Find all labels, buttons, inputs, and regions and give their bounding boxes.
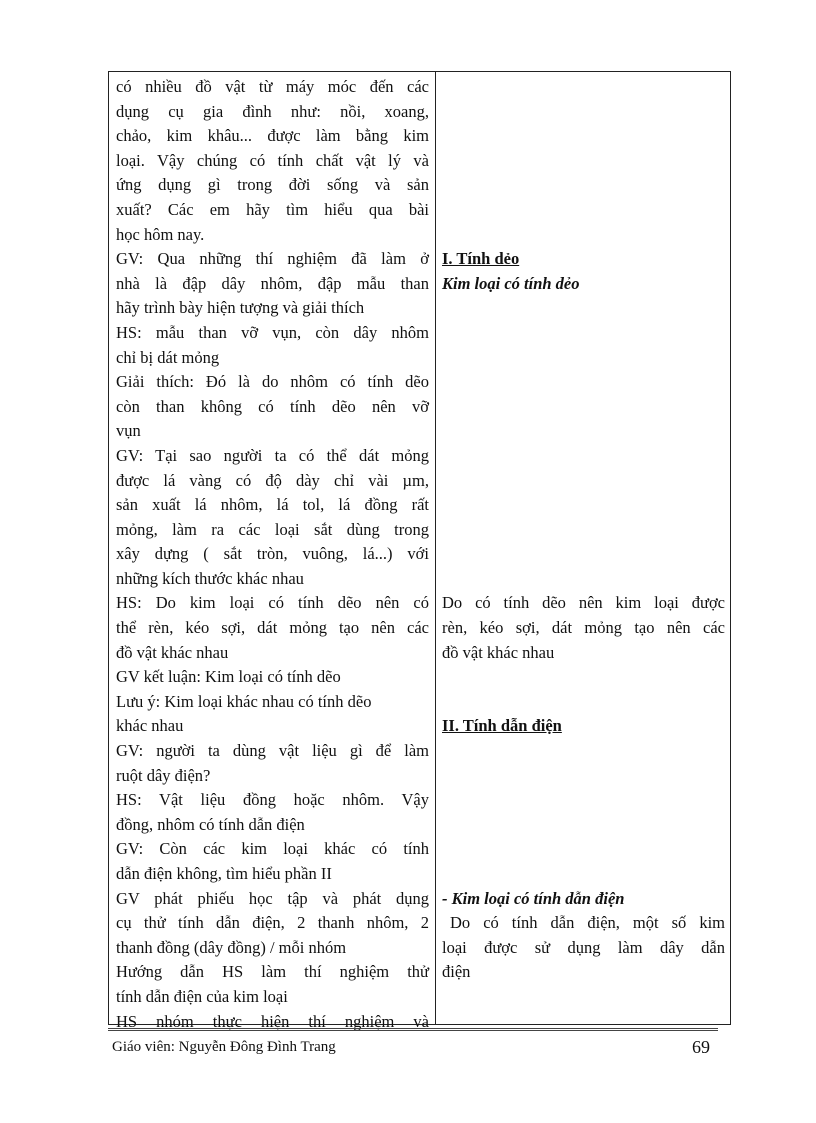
section-note-line: Do có tính dẽo nên kim loại được	[442, 593, 725, 613]
section-note-line: điện	[442, 962, 471, 982]
left-line: ứng dụng gì trong đời sống và sản	[116, 175, 429, 195]
left-line: cụ thử tính dẫn điện, 2 thanh nhôm, 2	[116, 913, 429, 933]
left-line: tính dẫn điện của kim loại	[116, 986, 288, 1006]
lesson-table	[108, 71, 731, 1031]
left-line: những kích thước khác nhau	[116, 568, 304, 588]
left-line: GV: Còn các kim loại khác có tính	[116, 839, 429, 859]
left-line: xuất? Các em hãy tìm hiểu qua bài	[116, 199, 429, 219]
left-line: HS: Do kim loại có tính dẽo nên có	[116, 593, 429, 613]
section-note-line: đồ vật khác nhau	[442, 642, 555, 662]
left-line: đồ vật khác nhau	[116, 642, 229, 662]
left-line: Hướng dẫn HS làm thí nghiệm thử	[116, 962, 429, 982]
left-line: HS: mẫu than vỡ vụn, còn dây nhôm	[116, 322, 429, 342]
left-line: nhà là đập dây nhôm, đập mẫu than	[116, 273, 429, 293]
page-number: 69	[692, 1037, 710, 1057]
left-line: học hôm nay.	[116, 224, 205, 244]
footer-rule	[108, 1028, 718, 1031]
left-line: có nhiều đồ vật từ máy móc đến các	[116, 77, 429, 96]
left-line: Lưu ý: Kim loại khác nhau có tính dẽo	[116, 691, 372, 711]
left-line: được lá vàng có độ dày chỉ vài µm,	[116, 470, 429, 490]
section-heading: I. Tính dẻo	[442, 249, 520, 269]
teaching-activities-column	[116, 75, 429, 1034]
left-line: thanh đồng (dây đồng) / mỗi nhóm	[116, 937, 347, 957]
content-summary-column	[442, 75, 725, 985]
left-line: chảo, kim khâu... được làm bằng kim	[116, 126, 429, 146]
left-line: chỉ bị dát mỏng	[116, 347, 220, 367]
left-line: dụng cụ gia đình như: nồi, xoang,	[116, 101, 429, 121]
left-line: mỏng, làm ra các loại sắt dùng trong	[116, 519, 429, 539]
left-line: GV kết luận: Kim loại có tính dẽo	[116, 667, 341, 687]
left-line: GV phát phiếu học tập và phát dụng	[116, 888, 429, 908]
left-line: HS nhóm thực hiện thí nghiệm và	[116, 1011, 429, 1031]
left-line: khác nhau	[116, 716, 184, 736]
left-line: còn than không có tính dẽo nên vỡ	[116, 396, 429, 416]
left-line: GV: người ta dùng vật liệu gì để làm	[116, 741, 429, 761]
section-note-line: rèn, kéo sợi, dát mỏng tạo nên các	[442, 618, 725, 638]
section-subheading: Kim loại có tính dẻo	[442, 273, 580, 293]
left-line: xây dựng ( sắt tròn, vuông, lá...) với	[116, 544, 429, 564]
left-line: sản xuất lá nhôm, lá tol, lá đồng rất	[116, 495, 429, 515]
column-divider	[435, 72, 436, 1024]
section-note-line: loại được sử dụng làm dây dẫn	[442, 937, 725, 957]
left-line: ruột dây điện?	[116, 765, 211, 785]
section-subheading: - Kim loại có tính dẫn điện	[442, 888, 625, 908]
section-heading: II. Tính dẫn điện	[442, 716, 562, 736]
left-line: đồng, nhôm có tính dẫn điện	[116, 814, 305, 834]
left-line: Giải thích: Đó là do nhôm có tính dẽo	[116, 372, 429, 392]
left-line: loại. Vậy chúng có tính chất vật lý và	[116, 150, 429, 170]
left-line: dẫn điện không, tìm hiểu phần II	[116, 864, 332, 883]
left-line: vụn	[116, 421, 141, 441]
left-line: HS: Vật liệu đồng hoặc nhôm. Vậy	[116, 790, 429, 810]
left-line: GV: Tại sao người ta có thể dát mỏng	[116, 445, 429, 465]
left-line: GV: Qua những thí nghiệm đã làm ở	[116, 249, 429, 269]
footer-author: Giáo viên: Nguyễn Đông Đình Trang	[112, 1039, 336, 1055]
section-note-line: Do có tính dẫn điện, một số kim	[450, 913, 725, 933]
left-line: thể rèn, kéo sợi, dát mỏng tạo nên các	[116, 618, 429, 638]
left-line: hãy trình bày hiện tượng và giải thích	[116, 298, 365, 318]
